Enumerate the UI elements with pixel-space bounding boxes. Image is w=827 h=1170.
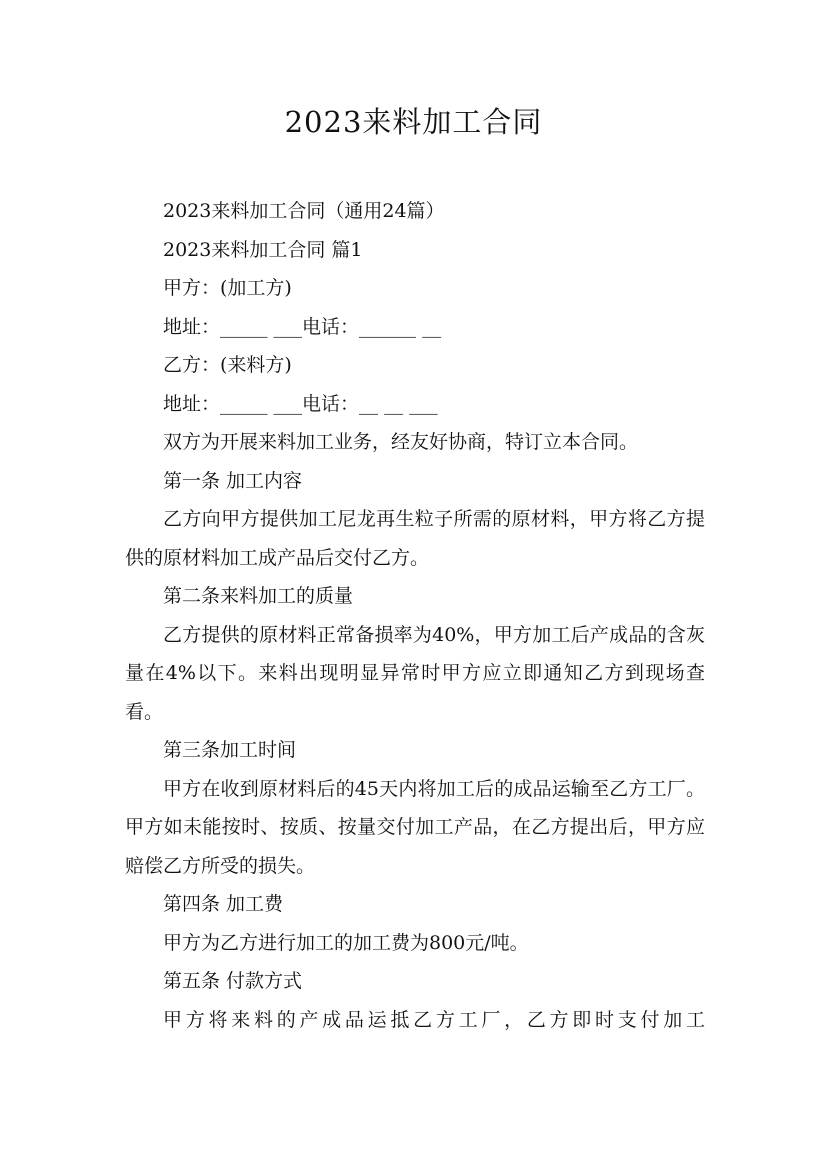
paragraph-article-3-heading: 第三条加工时间 (163, 739, 297, 761)
paragraph-preamble: 双方为开展来料加工业务，经友好协商，特订立本合同。 (163, 431, 639, 453)
paragraph-article-3-body: 甲方在收到原材料后的45天内将加工后的成品运输至乙方工厂。甲方如未能按时、按质、按量交付加工产品，在乙方提出后，甲方应赔偿乙方所受的损失。 (125, 777, 705, 877)
paragraph-party-a-address: 地址：_____ ___电话：______ __ (163, 315, 442, 338)
paragraph-article-1-body: 乙方向甲方提供加工尼龙再生粒子所需的原材料，甲方将乙方提供的原材料加工成产品后交付乙方。 (125, 508, 705, 569)
paragraph-article-5-heading: 第五条 付款方式 (163, 970, 303, 992)
paragraph-article-2-body: 乙方提供的原材料正常备损率为40%，甲方加工后产成品的含灰量在4%以下。来料出现明显异常时甲方应立即通知乙方到现场查看。 (125, 623, 705, 723)
paragraph-article-4-body: 甲方为乙方进行加工的加工费为800元/吨。 (163, 931, 529, 954)
document-body (125, 192, 705, 1039)
paragraph-subtitle: 2023来料加工合同（通用24篇） (163, 200, 445, 222)
paragraph-party-b-address: 地址：_____ ___电话：__ __ ___ (163, 392, 438, 415)
paragraph-article-2-heading: 第二条来料加工的质量 (163, 585, 354, 607)
paragraph-section-heading: 2023来料加工合同 篇1 (163, 238, 363, 261)
paragraph-article-5-body: 甲方将来料的产成品运抵乙方工厂，乙方即时支付加工 (163, 1008, 705, 1031)
paragraph-article-1-heading: 第一条 加工内容 (163, 469, 303, 492)
paragraph-party-b: 乙方：(来料方) (163, 354, 292, 376)
document-title: 2023来料加工合同 (284, 105, 543, 139)
paragraph-article-4-heading: 第四条 加工费 (163, 893, 284, 915)
paragraph-party-a: 甲方：(加工方) (163, 277, 292, 299)
